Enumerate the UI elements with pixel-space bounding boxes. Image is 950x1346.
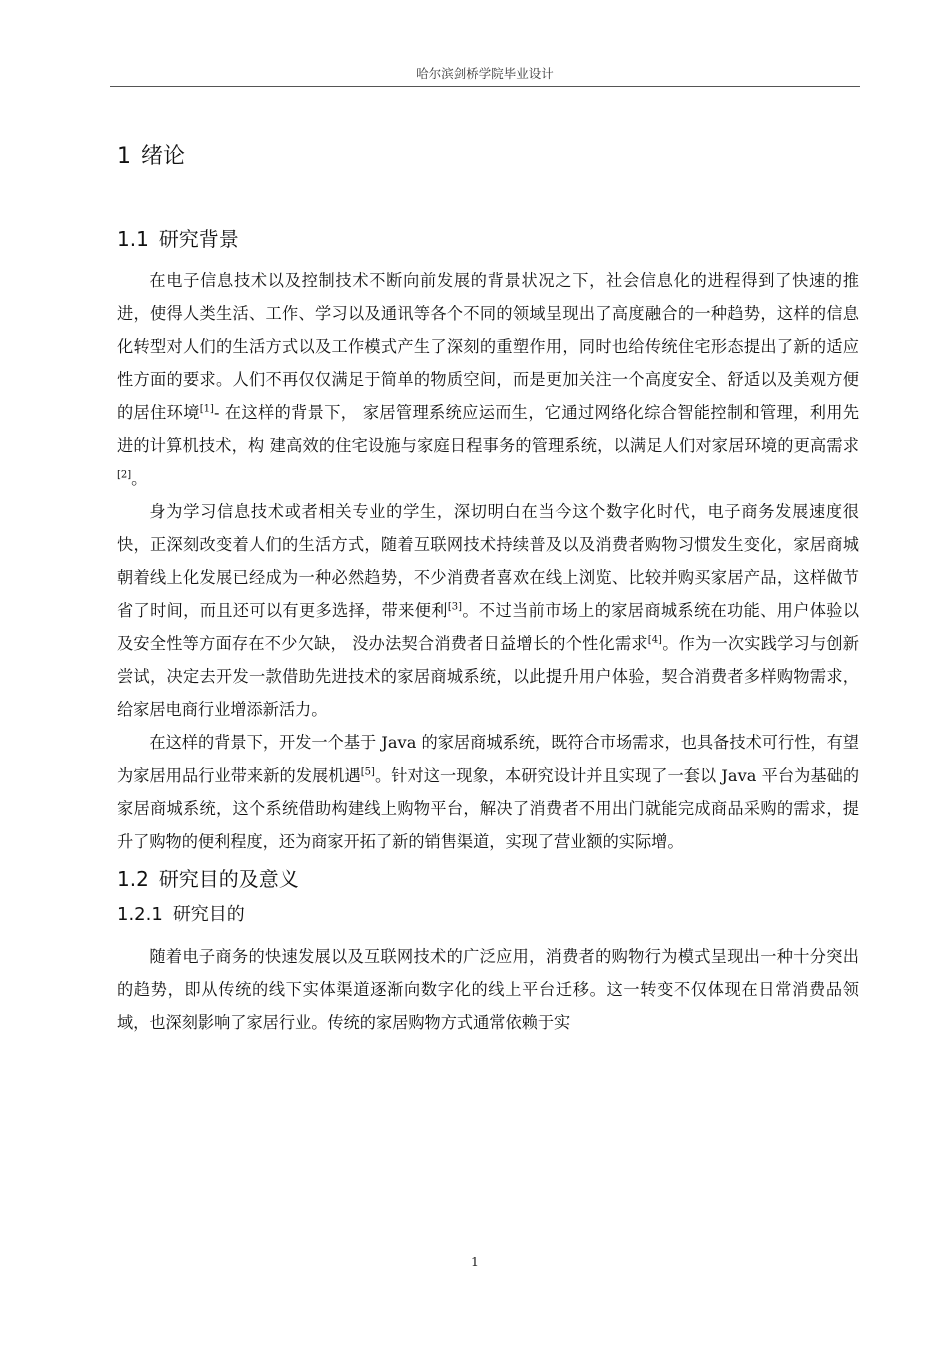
- subsection-heading-1-2-1: [117, 900, 859, 930]
- section-heading-1-1: [117, 224, 859, 254]
- chapter-title: 绪论: [141, 144, 186, 169]
- chapter-number: 1: [117, 144, 131, 169]
- citation-ref: [5]: [360, 766, 375, 778]
- paragraph-text: 在电子信息技术以及控制技术不断向前发展的背景状况之下，社会信息化的进程得到了快速的推进，使得人类生活、工作、学习以及通讯等各个不同的领域呈现出了高度融合的一种趋势，这样的信息化转型对人们的生活方式以及工作模式产生了深刻的重塑作用，同时也给传统住宅形态提出了新的适应性方面的要求。人们不再仅仅满足于简单的物质空间，而是更加关注一个高度安全、舒适以及美观方便的居住环境: [117, 271, 859, 422]
- citation-ref: [2]: [117, 469, 132, 481]
- citation-ref: [3]: [447, 601, 463, 613]
- paragraph-background-2: [117, 495, 859, 726]
- section-title: 研究目的及意义: [158, 867, 299, 891]
- document-body: [117, 130, 859, 1039]
- chapter-heading: [117, 142, 859, 192]
- subsection-number: 1.2.1: [117, 904, 163, 925]
- paragraph-text: 在这样的背景下，开发一个基于 Java 的家居商城系统，既符合市场需求，也具备技术可行性，有望为家居用品行业带来新的发展机遇: [117, 733, 859, 785]
- paragraph-background-3: [117, 726, 859, 858]
- paragraph-purpose: 随着电子商务的快速发展以及互联网技术的广泛应用，消费者的购物行为模式呈现出一种十分突出的趋势，即从传统的线下实体渠道逐渐向数字化的线上平台迁移。这一转变不仅体现在日常消费品领域，也深刻影响了家居行业。传统的家居购物方式通常依赖于实: [117, 947, 859, 1032]
- paragraph-text: 。针对这一现象，本研究设计并且实现了一套以 Java 平台为基础的家居商城系统，这个系统借助构建线上购物平台，解决了消费者不用出门就能完成商品采购的需求，提升了购物的便利程度，还为商家开拓了新的销售渠道，实现了营业额的实际增。: [117, 766, 860, 851]
- section-title: 研究背景: [158, 227, 239, 251]
- page-header: [110, 64, 860, 87]
- page-number: 1: [471, 1254, 479, 1269]
- paragraph-background-1: [117, 264, 859, 495]
- citation-ref: [1]: [199, 403, 214, 415]
- paragraph-text: 身为学习信息技术或者相关专业的学生，深切明白在当今这个数字化时代，电子商务发展速度很快，正深刻改变着人们的生活方式，随着互联网技术持续普及以及消费者购物习惯发生变化，家居商城朝着线上化发展已经成为一种必然趋势，不少消费者喜欢在线上浏览、比较并购买家居产品，这样做节省了时间，而且还可以有更多选择，带来便利: [117, 502, 859, 620]
- paragraph-text: - 在这样的背景下， 家居管理系统应运而生，它通过网络化综合智能控制和管理，利用先进的计算机技术，构 建高效的住宅设施与家庭日程事务的管理系统，以满足人们对家居环境的更高需求: [117, 403, 860, 455]
- section-heading-1-2: [117, 864, 859, 894]
- paragraph-text: 。作为一次实践学习与创新尝试，决定去开发一款借助先进技术的家居商城系统，以此提升用户体验，契合消费者多样购物需求，给家居电商行业增添新活力。: [117, 634, 859, 719]
- subsection-title: 研究目的: [172, 904, 245, 925]
- section-number: 1.1: [117, 227, 149, 251]
- section-number: 1.2: [117, 867, 149, 891]
- paragraph-text: 。: [131, 469, 148, 488]
- citation-ref: [4]: [647, 634, 662, 646]
- paragraph-text: 。不过当前市场上的家居商城系统在功能、用户体验以及安全性等方面存在不少欠缺， 没办法契合消费者日益增长的个性化需求: [117, 601, 860, 653]
- header-title: 哈尔滨剑桥学院毕业设计: [416, 66, 554, 81]
